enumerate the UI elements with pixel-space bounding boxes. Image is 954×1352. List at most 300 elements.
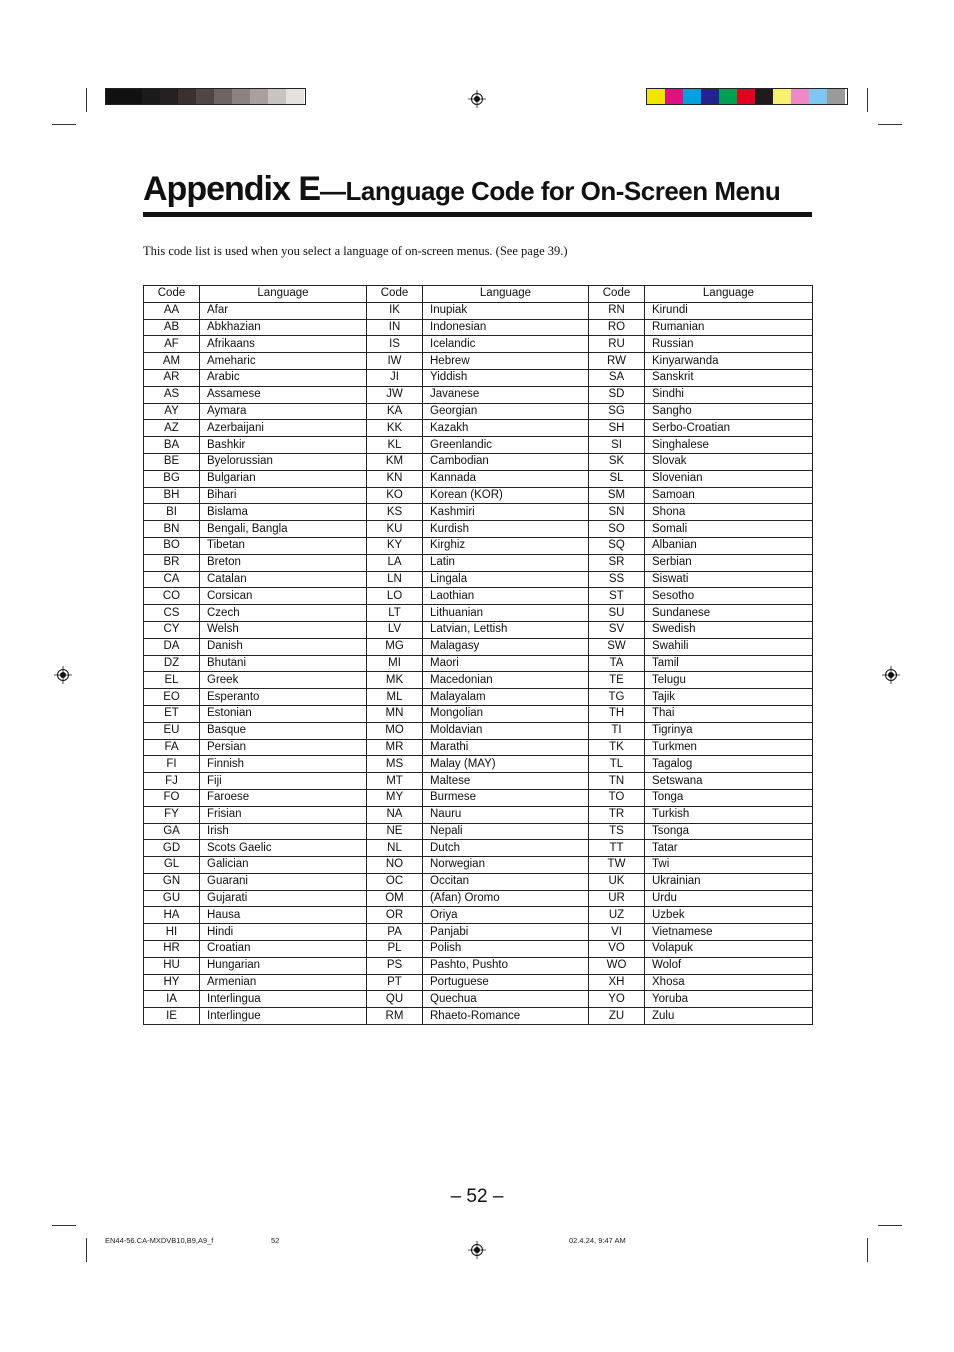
language-code-cell: KK (367, 420, 423, 437)
language-code-cell: SG (589, 403, 645, 420)
color-swatch (665, 89, 683, 104)
language-name-cell: Volapuk (645, 941, 813, 958)
language-name-cell: Lithuanian (423, 605, 589, 622)
language-code-cell: VI (589, 924, 645, 941)
language-code-cell: MO (367, 722, 423, 739)
language-name-cell: Interlingua (200, 991, 367, 1008)
column-header: Code (367, 286, 423, 303)
language-code-cell: HI (144, 924, 200, 941)
language-code-cell: OR (367, 907, 423, 924)
language-code-cell: FJ (144, 773, 200, 790)
registration-mark-icon (54, 666, 72, 684)
language-code-cell: TN (589, 773, 645, 790)
language-code-cell: EU (144, 722, 200, 739)
language-code-cell: AA (144, 302, 200, 319)
language-name-cell: Persian (200, 739, 367, 756)
language-name-cell: Turkmen (645, 739, 813, 756)
table-row (144, 437, 813, 454)
language-code-cell: TL (589, 756, 645, 773)
table-row (144, 487, 813, 504)
language-code-cell: TA (589, 655, 645, 672)
language-name-cell: Serbian (645, 554, 813, 571)
language-name-cell: Zulu (645, 1008, 813, 1025)
language-code-cell: GU (144, 890, 200, 907)
table-row (144, 588, 813, 605)
color-swatch (106, 89, 124, 104)
column-header: Code (144, 286, 200, 303)
table-row (144, 302, 813, 319)
language-code-cell: GA (144, 823, 200, 840)
table-row (144, 537, 813, 554)
language-name-cell: Vietnamese (645, 924, 813, 941)
language-code-cell: XH (589, 974, 645, 991)
language-name-cell: Catalan (200, 571, 367, 588)
language-name-cell: Galician (200, 857, 367, 874)
language-name-cell: Macedonian (423, 672, 589, 689)
language-code-cell: QU (367, 991, 423, 1008)
table-row (144, 336, 813, 353)
crop-mark (86, 1238, 87, 1262)
language-code-cell: SK (589, 453, 645, 470)
language-name-cell: Armenian (200, 974, 367, 991)
language-name-cell: Danish (200, 638, 367, 655)
table-row (144, 420, 813, 437)
language-code-cell: BE (144, 453, 200, 470)
language-code-cell: KU (367, 521, 423, 538)
language-name-cell: Hebrew (423, 353, 589, 370)
language-code-cell: KS (367, 504, 423, 521)
registration-mark-icon (882, 666, 900, 684)
language-code-cell: KO (367, 487, 423, 504)
language-code-cell: BR (144, 554, 200, 571)
language-code-cell: SU (589, 605, 645, 622)
language-code-cell: MK (367, 672, 423, 689)
crop-mark (867, 1238, 868, 1262)
color-swatch (701, 89, 719, 104)
language-name-cell: Fiji (200, 773, 367, 790)
language-name-cell: Gujarati (200, 890, 367, 907)
language-code-cell: UZ (589, 907, 645, 924)
table-row (144, 941, 813, 958)
language-name-cell: Aymara (200, 403, 367, 420)
page-title (143, 170, 780, 209)
language-name-cell: Sundanese (645, 605, 813, 622)
color-swatch (250, 89, 268, 104)
language-name-cell: Telugu (645, 672, 813, 689)
color-swatch (791, 89, 809, 104)
language-name-cell: Dutch (423, 840, 589, 857)
language-name-cell: Corsican (200, 588, 367, 605)
language-code-cell: TG (589, 689, 645, 706)
language-name-cell: Cambodian (423, 453, 589, 470)
language-name-cell: Kirghiz (423, 537, 589, 554)
color-swatch (647, 89, 665, 104)
intro-text: This code list is used when you select a language of on-screen menus. (See page 39.) (143, 244, 568, 258)
footer-timestamp: 02.4.24, 9:47 AM (569, 1236, 626, 1245)
language-code-cell: DZ (144, 655, 200, 672)
language-name-cell: Azerbaijani (200, 420, 367, 437)
language-code-cell: LV (367, 621, 423, 638)
table-row (144, 638, 813, 655)
language-code-cell: FA (144, 739, 200, 756)
language-code-cell: CY (144, 621, 200, 638)
crop-mark (86, 88, 87, 112)
language-name-cell: Kashmiri (423, 504, 589, 521)
table-row (144, 773, 813, 790)
language-name-cell: Oriya (423, 907, 589, 924)
color-swatch (719, 89, 737, 104)
language-code-cell: ET (144, 705, 200, 722)
color-swatch (160, 89, 178, 104)
language-name-cell: Occitan (423, 873, 589, 890)
language-name-cell: Wolof (645, 957, 813, 974)
title-sub: —Language Code for On-Screen Menu (320, 176, 781, 206)
table-row (144, 689, 813, 706)
crop-mark (52, 124, 76, 125)
language-code-cell: GD (144, 840, 200, 857)
language-code-cell: BO (144, 537, 200, 554)
language-code-cell: IE (144, 1008, 200, 1025)
language-code-cell: BI (144, 504, 200, 521)
language-code-cell: RU (589, 336, 645, 353)
language-name-cell: Malagasy (423, 638, 589, 655)
language-code-cell: PA (367, 924, 423, 941)
language-name-cell: Pashto, Pushto (423, 957, 589, 974)
table-row (144, 974, 813, 991)
table-row (144, 605, 813, 622)
table-row (144, 857, 813, 874)
table-row (144, 353, 813, 370)
table-row (144, 521, 813, 538)
language-name-cell: Croatian (200, 941, 367, 958)
language-name-cell: Maltese (423, 773, 589, 790)
language-name-cell: Rumanian (645, 319, 813, 336)
language-name-cell: Kazakh (423, 420, 589, 437)
language-code-cell: TR (589, 806, 645, 823)
language-code-cell: LT (367, 605, 423, 622)
crop-mark (867, 88, 868, 112)
language-name-cell: Assamese (200, 386, 367, 403)
table-row (144, 991, 813, 1008)
language-name-cell: Sangho (645, 403, 813, 420)
table-row (144, 789, 813, 806)
color-swatch (286, 89, 304, 104)
table-row (144, 655, 813, 672)
language-code-cell: AZ (144, 420, 200, 437)
table-row (144, 386, 813, 403)
language-code-cell: SN (589, 504, 645, 521)
language-name-cell: Maori (423, 655, 589, 672)
language-code-cell: MS (367, 756, 423, 773)
language-code-cell: EL (144, 672, 200, 689)
language-code-cell: ML (367, 689, 423, 706)
language-code-cell: TE (589, 672, 645, 689)
language-name-cell: Hausa (200, 907, 367, 924)
language-name-cell: Czech (200, 605, 367, 622)
language-code-cell: CO (144, 588, 200, 605)
language-name-cell: Rhaeto-Romance (423, 1008, 589, 1025)
table-row (144, 554, 813, 571)
table-row (144, 873, 813, 890)
language-code-cell: AM (144, 353, 200, 370)
language-code-cell: SD (589, 386, 645, 403)
language-code-cell: FI (144, 756, 200, 773)
color-calibration-bar (646, 88, 848, 105)
table-row (144, 722, 813, 739)
language-name-cell: Marathi (423, 739, 589, 756)
language-name-cell: Hindi (200, 924, 367, 941)
language-name-cell: Icelandic (423, 336, 589, 353)
language-name-cell: Serbo-Croatian (645, 420, 813, 437)
language-code-cell: MY (367, 789, 423, 806)
language-code-cell: IK (367, 302, 423, 319)
language-name-cell: Javanese (423, 386, 589, 403)
language-code-cell: HU (144, 957, 200, 974)
language-code-cell: OC (367, 873, 423, 890)
language-name-cell: Shona (645, 504, 813, 521)
language-code-cell: OM (367, 890, 423, 907)
language-code-cell: NL (367, 840, 423, 857)
language-code-cell: JI (367, 369, 423, 386)
language-code-cell: BA (144, 437, 200, 454)
registration-mark-icon (468, 1241, 486, 1259)
language-code-cell: JW (367, 386, 423, 403)
language-code-cell: KM (367, 453, 423, 470)
language-code-cell: NA (367, 806, 423, 823)
language-name-cell: Tigrinya (645, 722, 813, 739)
language-name-cell: Bislama (200, 504, 367, 521)
language-code-cell: UK (589, 873, 645, 890)
language-name-cell: Welsh (200, 621, 367, 638)
language-code-cell: ST (589, 588, 645, 605)
language-name-cell: Uzbek (645, 907, 813, 924)
color-swatch (737, 89, 755, 104)
color-swatch (755, 89, 773, 104)
table-row (144, 453, 813, 470)
crop-mark (52, 1225, 76, 1226)
language-code-cell: AF (144, 336, 200, 353)
language-name-cell: Latin (423, 554, 589, 571)
language-name-cell: Byelorussian (200, 453, 367, 470)
language-code-cell: RW (589, 353, 645, 370)
language-code-cell: SH (589, 420, 645, 437)
language-name-cell: Kinyarwanda (645, 353, 813, 370)
language-name-cell: Tamil (645, 655, 813, 672)
table-row (144, 470, 813, 487)
title-rule (143, 212, 812, 217)
crop-mark (878, 124, 902, 125)
language-code-cell: MG (367, 638, 423, 655)
language-code-cell: FY (144, 806, 200, 823)
color-swatch (214, 89, 232, 104)
language-code-cell: AY (144, 403, 200, 420)
table-row (144, 840, 813, 857)
language-code-cell: GN (144, 873, 200, 890)
language-name-cell: Irish (200, 823, 367, 840)
language-code-cell: IA (144, 991, 200, 1008)
language-name-cell: Nepali (423, 823, 589, 840)
language-code-cell: CS (144, 605, 200, 622)
language-name-cell: Sesotho (645, 588, 813, 605)
language-name-cell: Bashkir (200, 437, 367, 454)
language-name-cell: Russian (645, 336, 813, 353)
language-code-cell: BG (144, 470, 200, 487)
footer-page: 52 (271, 1236, 280, 1245)
language-code-cell: RM (367, 1008, 423, 1025)
language-code-cell: BH (144, 487, 200, 504)
language-name-cell: Polish (423, 941, 589, 958)
language-code-cell: GL (144, 857, 200, 874)
language-name-cell: Scots Gaelic (200, 840, 367, 857)
language-code-cell: TS (589, 823, 645, 840)
language-name-cell: Tagalog (645, 756, 813, 773)
language-code-cell: ZU (589, 1008, 645, 1025)
table-row (144, 504, 813, 521)
language-code-cell: FO (144, 789, 200, 806)
language-name-cell: Interlingue (200, 1008, 367, 1025)
column-header: Language (645, 286, 813, 303)
language-name-cell: Mongolian (423, 705, 589, 722)
language-name-cell: Twi (645, 857, 813, 874)
language-name-cell: Xhosa (645, 974, 813, 991)
language-code-table (143, 285, 813, 1025)
language-name-cell: Ukrainian (645, 873, 813, 890)
language-code-cell: UR (589, 890, 645, 907)
language-name-cell: Somali (645, 521, 813, 538)
language-name-cell: Setswana (645, 773, 813, 790)
table-row (144, 907, 813, 924)
language-code-cell: HA (144, 907, 200, 924)
footer-file: EN44-56.CA-MXDVB10,B9,A9_f (105, 1236, 214, 1245)
language-name-cell: Turkish (645, 806, 813, 823)
crop-mark (878, 1225, 902, 1226)
language-code-cell: TI (589, 722, 645, 739)
language-name-cell: Sindhi (645, 386, 813, 403)
language-name-cell: Slovenian (645, 470, 813, 487)
language-code-cell: SO (589, 521, 645, 538)
column-header: Language (423, 286, 589, 303)
language-name-cell: Bengali, Bangla (200, 521, 367, 538)
language-code-cell: MN (367, 705, 423, 722)
page-number: – 52 – (450, 1186, 504, 1207)
language-name-cell: Finnish (200, 756, 367, 773)
language-code-cell: IW (367, 353, 423, 370)
language-name-cell: Quechua (423, 991, 589, 1008)
language-code-cell: NE (367, 823, 423, 840)
language-code-cell: TH (589, 705, 645, 722)
table-row (144, 1008, 813, 1025)
language-name-cell: Faroese (200, 789, 367, 806)
language-name-cell: Moldavian (423, 722, 589, 739)
language-code-cell: SQ (589, 537, 645, 554)
language-code-cell: KA (367, 403, 423, 420)
language-code-cell: MR (367, 739, 423, 756)
language-code-cell: WO (589, 957, 645, 974)
language-name-cell: Breton (200, 554, 367, 571)
language-code-cell: SA (589, 369, 645, 386)
language-name-cell: Panjabi (423, 924, 589, 941)
language-name-cell: Tajik (645, 689, 813, 706)
language-code-cell: SL (589, 470, 645, 487)
language-code-cell: TT (589, 840, 645, 857)
table-row (144, 705, 813, 722)
color-swatch (232, 89, 250, 104)
color-swatch (809, 89, 827, 104)
column-header: Language (200, 286, 367, 303)
language-name-cell: (Afan) Oromo (423, 890, 589, 907)
language-code-cell: PL (367, 941, 423, 958)
language-name-cell: Malay (MAY) (423, 756, 589, 773)
language-code-cell: EO (144, 689, 200, 706)
language-code-cell: AR (144, 369, 200, 386)
language-name-cell: Albanian (645, 537, 813, 554)
language-code-cell: IN (367, 319, 423, 336)
language-code-cell: SV (589, 621, 645, 638)
language-name-cell: Swedish (645, 621, 813, 638)
table-row (144, 806, 813, 823)
language-code-cell: IS (367, 336, 423, 353)
language-code-cell: SI (589, 437, 645, 454)
language-name-cell: Tatar (645, 840, 813, 857)
language-name-cell: Kannada (423, 470, 589, 487)
color-swatch (178, 89, 196, 104)
table-row (144, 957, 813, 974)
language-code-cell: KL (367, 437, 423, 454)
language-code-cell: PS (367, 957, 423, 974)
language-name-cell: Bulgarian (200, 470, 367, 487)
language-name-cell: Inupiak (423, 302, 589, 319)
language-code-cell: YO (589, 991, 645, 1008)
language-name-cell: Yiddish (423, 369, 589, 386)
color-swatch (124, 89, 142, 104)
language-name-cell: Portuguese (423, 974, 589, 991)
language-name-cell: Esperanto (200, 689, 367, 706)
language-code-cell: MI (367, 655, 423, 672)
language-name-cell: Arabic (200, 369, 367, 386)
column-header: Code (589, 286, 645, 303)
language-name-cell: Hungarian (200, 957, 367, 974)
color-swatch (683, 89, 701, 104)
language-name-cell: Frisian (200, 806, 367, 823)
language-code-cell: KY (367, 537, 423, 554)
language-name-cell: Burmese (423, 789, 589, 806)
language-name-cell: Malayalam (423, 689, 589, 706)
table-row (144, 672, 813, 689)
language-name-cell: Greenlandic (423, 437, 589, 454)
color-swatch (196, 89, 214, 104)
language-name-cell: Greek (200, 672, 367, 689)
language-code-cell: CA (144, 571, 200, 588)
language-code-cell: LN (367, 571, 423, 588)
language-name-cell: Slovak (645, 453, 813, 470)
language-name-cell: Tonga (645, 789, 813, 806)
language-code-cell: PT (367, 974, 423, 991)
language-name-cell: Basque (200, 722, 367, 739)
language-code-cell: TW (589, 857, 645, 874)
language-code-cell: AB (144, 319, 200, 336)
language-name-cell: Latvian, Lettish (423, 621, 589, 638)
language-name-cell: Kurdish (423, 521, 589, 538)
language-name-cell: Sanskrit (645, 369, 813, 386)
language-code-cell: BN (144, 521, 200, 538)
language-code-cell: SR (589, 554, 645, 571)
language-code-cell: NO (367, 857, 423, 874)
language-code-cell: SS (589, 571, 645, 588)
table-header-row (144, 286, 813, 303)
language-name-cell: Bhutani (200, 655, 367, 672)
table-row (144, 621, 813, 638)
language-name-cell: Norwegian (423, 857, 589, 874)
